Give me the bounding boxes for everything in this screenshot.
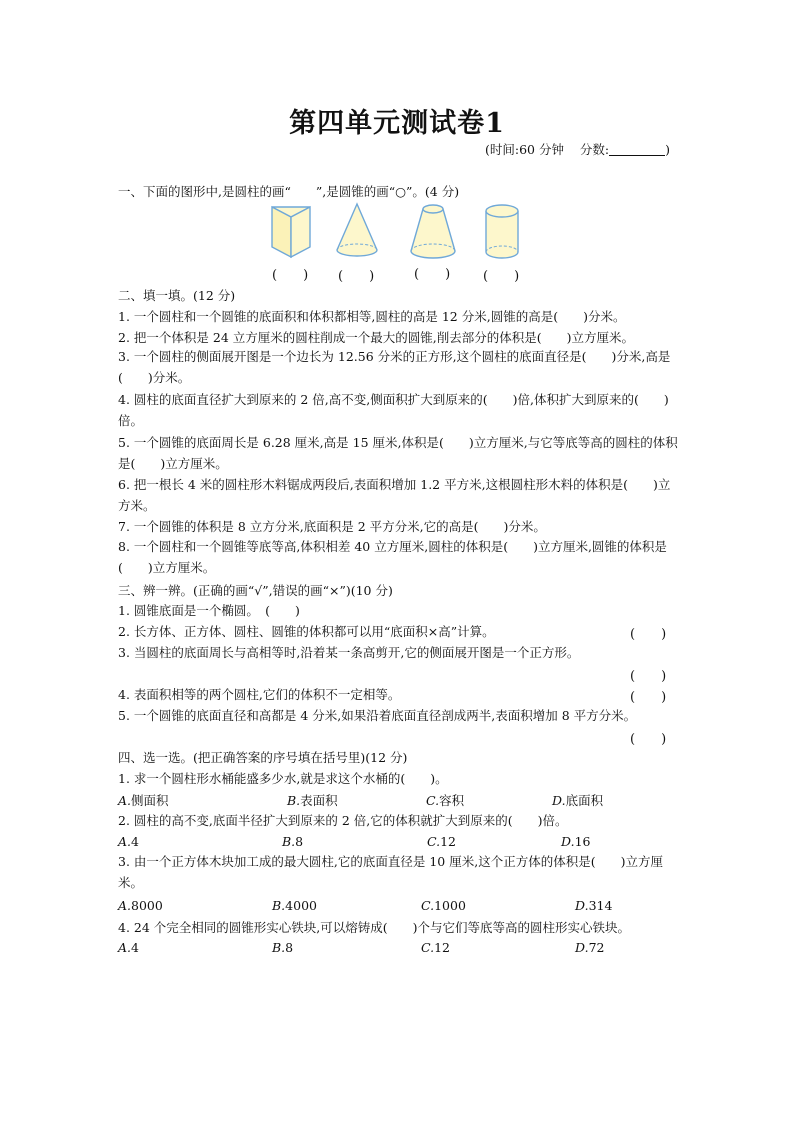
option-text: 侧面积	[131, 793, 169, 808]
page-title: 第四单元测试卷1	[289, 108, 505, 139]
judge-answer-5[interactable]: ( )	[630, 732, 667, 747]
choice-question: 1. 求一个圆柱形水桶能盛多少水,就是求这个水桶的( )。	[118, 771, 448, 786]
choice-option-b[interactable]	[272, 940, 293, 955]
choice-option-c[interactable]	[421, 940, 450, 955]
option-letter: B.	[272, 898, 286, 913]
choice-option-b[interactable]	[282, 834, 303, 849]
fill-item: 5. 一个圆锥的底面周长是 6.28 厘米,高是 15 厘米,体积是( )立方厘米,与它等底等高的圆柱的体积是( )立方厘米。	[118, 435, 678, 471]
option-letter: B.	[272, 940, 286, 955]
fill-item: 8. 一个圆柱和一个圆锥等底等高,体积相差 40 立方厘米,圆柱的体积是( )立方厘米,圆锥的体积是( )立方厘米。	[118, 539, 667, 575]
choice-question: 2. 圆柱的高不变,底面半径扩大到原来的 2 倍,它的体积就扩大到原来的( )倍。	[118, 813, 568, 828]
fill-item: 7. 一个圆锥的体积是 8 立方分米,底面积是 2 平方分米,它的高是( )分米。	[118, 519, 546, 534]
fill-item: 2. 把一个体积是 24 立方厘米的圆柱削成一个最大的圆锥,削去部分的体积是( )立方厘米。	[118, 330, 634, 345]
option-text: 8000	[131, 898, 163, 913]
choice-option-c[interactable]	[427, 834, 456, 849]
choice-option-b[interactable]	[272, 898, 317, 913]
judge-item: 3. 当圆柱的底面周长与高相等时,沿着某一条高剪开,它的侧面展开图是一个正方形。	[118, 645, 580, 660]
option-letter: A.	[118, 834, 132, 849]
section-1-heading: 一、下面的图形中,是圆柱的画“ ”,是圆锥的画“○”。(4 分)	[118, 184, 460, 199]
judge-item: 2. 长方体、正方体、圆柱、圆锥的体积都可以用“底面积×高”计算。	[118, 624, 495, 639]
option-letter: B.	[287, 793, 301, 808]
score-label: 分数:	[579, 142, 610, 157]
option-text: 12	[440, 834, 456, 849]
choice-option-a[interactable]	[118, 791, 169, 809]
option-letter: A.	[118, 898, 132, 913]
option-letter: C.	[421, 898, 435, 913]
option-text: 314	[588, 898, 613, 913]
choice-option-a[interactable]	[118, 940, 139, 955]
answer-slot-4[interactable]: ( )	[483, 269, 520, 284]
choice-option-d[interactable]	[552, 791, 603, 809]
choice-option-c[interactable]	[421, 898, 466, 913]
cone-icon	[334, 202, 380, 260]
judge-answer-2[interactable]: ( )	[630, 627, 667, 642]
fill-item: 3. 一个圆柱的侧面展开图是一个边长为 12.56 分米的正方形,这个圆柱的底面直径是( )分米,高是( )分米。	[118, 349, 671, 385]
option-letter: A.	[118, 793, 132, 808]
answer-slot-2[interactable]: ( )	[338, 269, 375, 284]
option-letter: C.	[426, 793, 440, 808]
option-letter: A.	[118, 940, 132, 955]
answer-slot-1[interactable]: ( )	[272, 268, 309, 283]
choice-option-c[interactable]	[426, 791, 464, 809]
section-3-heading: 三、辨一辨。(正确的画“√”,错误的画“×”)(10 分)	[118, 583, 393, 598]
option-text: 72	[588, 940, 605, 955]
choice-option-a[interactable]	[118, 898, 163, 913]
judge-item: 4. 表面积相等的两个圆柱,它们的体积不一定相等。	[118, 687, 401, 702]
option-letter: C.	[421, 940, 435, 955]
option-letter: D.	[575, 898, 589, 913]
choice-question: 4. 24 个完全相同的圆锥形实心铁块,可以熔铸成( )个与它们等底等高的圆柱形实心铁块。	[118, 920, 631, 935]
answer-slot-3[interactable]: ( )	[414, 267, 451, 282]
option-text: 8	[285, 940, 294, 955]
fill-item: 4. 圆柱的底面直径扩大到原来的 2 倍,高不变,侧面积扩大到原来的( )倍,体积扩大到原来的( )倍。	[118, 392, 669, 428]
fill-item: 1. 一个圆柱和一个圆锥的底面积和体积都相等,圆柱的高是 12 分米,圆锥的高是( )分米。	[118, 309, 626, 324]
frustum-icon	[408, 201, 458, 261]
judge-answer-3[interactable]: ( )	[630, 669, 667, 684]
choice-option-b[interactable]	[287, 791, 338, 809]
exam-meta	[485, 140, 670, 158]
option-text: 4	[131, 834, 139, 849]
option-letter: B.	[282, 834, 296, 849]
option-text: 底面积	[565, 793, 604, 808]
cylinder-icon	[482, 202, 522, 262]
section-2-heading: 二、填一填。(12 分)	[118, 288, 236, 303]
option-letter: D.	[575, 940, 589, 955]
option-letter: C.	[427, 834, 441, 849]
option-text: 容积	[439, 793, 465, 808]
option-text: 表面积	[300, 793, 338, 808]
choice-option-d[interactable]	[575, 898, 612, 913]
choice-option-d[interactable]	[575, 940, 604, 955]
fill-item: 6. 把一根长 4 米的圆柱形木料锯成两段后,表面积增加 1.2 平方米,这根圆柱形木料的体积是( )立方米。	[118, 477, 671, 513]
time-label: (时间:60 分钟	[485, 142, 564, 157]
choice-option-a[interactable]	[118, 834, 139, 849]
choice-option-d[interactable]	[561, 834, 590, 849]
option-text: 8	[295, 834, 304, 849]
option-letter: D.	[552, 793, 566, 808]
score-blank[interactable]	[609, 143, 665, 156]
option-text: 4000	[285, 898, 317, 913]
triangular-prism-icon	[270, 203, 312, 259]
option-text: 12	[434, 940, 450, 955]
option-letter: D.	[561, 834, 575, 849]
judge-item: 5. 一个圆锥的底面直径和高都是 4 分米,如果沿着底面直径剖成两半,表面积增加 8 平方分米。	[118, 708, 637, 723]
meta-close: )	[665, 142, 670, 157]
option-text: 1000	[434, 898, 466, 913]
option-text: 4	[131, 940, 139, 955]
option-text: 16	[574, 834, 591, 849]
judge-answer-4[interactable]: ( )	[630, 690, 667, 705]
judge-item: 1. 圆锥底面是一个椭圆。 ( )	[118, 603, 300, 618]
section-4-heading: 四、选一选。(把正确答案的序号填在括号里)(12 分)	[118, 750, 408, 765]
choice-question: 3. 由一个正方体木块加工成的最大圆柱,它的底面直径是 10 厘米,这个正方体的体积是( )立方厘米。	[118, 854, 663, 890]
